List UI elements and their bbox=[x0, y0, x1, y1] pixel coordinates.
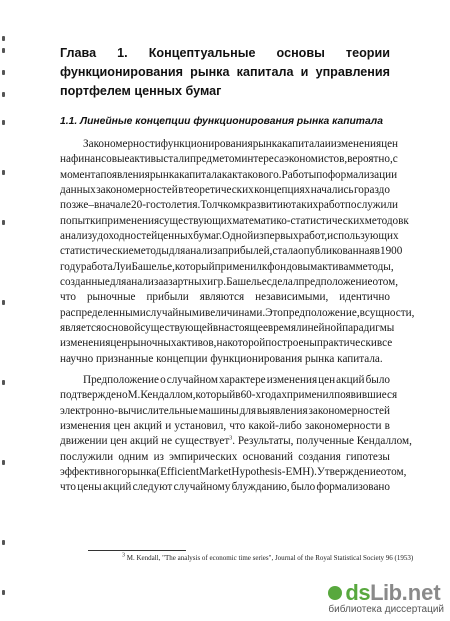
word: Предположение bbox=[83, 374, 160, 386]
heading-word: и bbox=[300, 65, 309, 79]
word: момента bbox=[60, 168, 101, 181]
word: позже bbox=[60, 199, 89, 212]
word: стали bbox=[163, 153, 191, 166]
word: – bbox=[88, 199, 94, 212]
word: году bbox=[60, 260, 81, 273]
word: для bbox=[168, 245, 186, 258]
word: в bbox=[384, 420, 390, 433]
word: является bbox=[60, 322, 102, 335]
word: предметом bbox=[190, 153, 242, 166]
scan-margin-marks bbox=[0, 0, 8, 621]
word: оснований bbox=[242, 450, 294, 463]
word: было bbox=[290, 481, 316, 494]
word: к bbox=[403, 214, 409, 227]
word: установил, bbox=[174, 420, 227, 433]
word: предположение, bbox=[282, 306, 360, 319]
heading-word: Глава bbox=[60, 46, 97, 60]
heading-word: рынка bbox=[190, 65, 230, 79]
word: существующей bbox=[140, 322, 213, 335]
word: в bbox=[235, 389, 241, 402]
word: Луи bbox=[112, 260, 132, 273]
word: рынка bbox=[149, 168, 180, 181]
word: М. bbox=[127, 389, 141, 402]
word: таких bbox=[291, 199, 319, 212]
word: Hypothesis bbox=[231, 466, 282, 479]
word: создания bbox=[298, 450, 341, 463]
word: изменения bbox=[60, 337, 111, 350]
margin-mark bbox=[2, 300, 5, 305]
word: изменения bbox=[60, 420, 111, 433]
word: активы bbox=[129, 153, 164, 166]
text-line bbox=[60, 336, 393, 351]
word: анализа bbox=[185, 245, 223, 258]
word: появления bbox=[100, 168, 150, 181]
margin-mark bbox=[2, 540, 5, 545]
word: первых bbox=[263, 230, 299, 243]
text-line bbox=[60, 290, 390, 305]
word: цены bbox=[77, 481, 102, 494]
word: - bbox=[281, 466, 286, 479]
word: годах bbox=[261, 389, 287, 402]
word: ценных bbox=[157, 230, 194, 243]
word: стала bbox=[272, 245, 299, 258]
word: выявления bbox=[256, 404, 308, 417]
word: том, bbox=[378, 276, 399, 289]
text-line bbox=[60, 275, 399, 290]
word: акций bbox=[336, 374, 365, 386]
text-line bbox=[60, 260, 394, 275]
word: цен bbox=[113, 420, 131, 433]
word: построены bbox=[265, 337, 317, 350]
word: следуют bbox=[132, 481, 173, 494]
word: линейной bbox=[296, 322, 343, 335]
word: случайном bbox=[166, 374, 218, 386]
word: который bbox=[195, 389, 236, 402]
paragraph-2 bbox=[60, 373, 412, 496]
paragraph-1 bbox=[60, 137, 415, 367]
margin-mark bbox=[2, 170, 5, 175]
word: формализации bbox=[327, 168, 398, 181]
word: игр. bbox=[207, 276, 227, 289]
word: настоящее bbox=[218, 322, 268, 335]
word: закономерностей bbox=[96, 184, 178, 197]
watermark-brand-net: net bbox=[407, 580, 441, 605]
word: в bbox=[178, 184, 184, 197]
word: данных bbox=[60, 184, 96, 197]
heading-line bbox=[60, 44, 390, 63]
section-heading: 1.1. Линейные концепции функционирования рынка капитала bbox=[60, 116, 383, 127]
word: в bbox=[212, 322, 219, 335]
word: Башелье bbox=[226, 276, 267, 289]
margin-mark bbox=[2, 380, 5, 385]
word: что bbox=[60, 481, 76, 494]
text-line: научно признанные концепции функционирования рынка капитала. bbox=[60, 352, 383, 365]
word: на bbox=[216, 337, 228, 350]
word: Одной bbox=[222, 230, 254, 243]
word: величинами. bbox=[204, 306, 266, 319]
heading-word: портфелем ценных бумаг bbox=[60, 84, 222, 98]
text-fragment: . Результаты, полученные Кендаллом, bbox=[232, 435, 412, 448]
word: и bbox=[324, 138, 331, 150]
word: в bbox=[93, 199, 100, 212]
word: EMH). bbox=[285, 466, 317, 479]
word: изменения bbox=[330, 138, 382, 150]
word: 20-го bbox=[131, 199, 156, 212]
word: рынка bbox=[252, 138, 283, 150]
text-fragment: движении цен акций не существует bbox=[60, 435, 230, 448]
word: послужили bbox=[60, 450, 114, 463]
word: из bbox=[153, 450, 164, 463]
text-line bbox=[60, 152, 398, 167]
word: что bbox=[60, 291, 76, 304]
heading-word: основы bbox=[276, 46, 325, 60]
word: капитала bbox=[282, 138, 325, 150]
word: машины bbox=[198, 404, 239, 417]
word: практически bbox=[316, 337, 377, 350]
text-line bbox=[60, 229, 399, 244]
heading-line bbox=[60, 82, 390, 101]
word: в bbox=[359, 306, 365, 319]
word: Это bbox=[265, 306, 283, 319]
word: который bbox=[174, 260, 215, 273]
word: случайному bbox=[173, 481, 231, 494]
word: формализовано bbox=[316, 481, 390, 494]
word: блужданию, bbox=[231, 481, 290, 494]
watermark-brand-dot: . bbox=[401, 580, 408, 605]
word: прибылей, bbox=[222, 245, 273, 258]
word: парадигмы bbox=[342, 322, 395, 335]
text-line bbox=[60, 137, 399, 152]
word: время bbox=[267, 322, 296, 335]
word: сущности, bbox=[364, 306, 415, 319]
word: идентично bbox=[339, 291, 390, 304]
text-line bbox=[60, 244, 403, 259]
word: Толчком bbox=[200, 199, 241, 212]
text-line-with-footnote bbox=[60, 434, 412, 449]
word: послужили bbox=[344, 199, 399, 212]
word: начались bbox=[310, 184, 354, 197]
footnote-text: M. Kendall, "The analysis of economic time series", Journal of the Royal Statistical Society 96 (1953) bbox=[126, 554, 414, 562]
word: о bbox=[380, 466, 387, 479]
margin-mark bbox=[2, 460, 5, 465]
word: развитию bbox=[245, 199, 292, 212]
word: которой bbox=[227, 337, 266, 350]
word: Кендаллом, bbox=[140, 389, 196, 402]
word: методы bbox=[133, 245, 169, 258]
word: предположение bbox=[298, 276, 373, 289]
dslib-watermark[interactable] bbox=[328, 580, 444, 615]
text-line bbox=[60, 419, 390, 434]
watermark-brand-lib: Lib bbox=[370, 580, 402, 605]
word: о bbox=[372, 276, 379, 289]
heading-word: 1. bbox=[117, 46, 128, 60]
word: о bbox=[160, 374, 166, 386]
watermark-brand-ds: ds bbox=[345, 580, 371, 605]
text-line bbox=[60, 465, 407, 480]
word: акций bbox=[102, 481, 132, 494]
word: интереса bbox=[241, 153, 285, 166]
word: изменения bbox=[266, 374, 318, 386]
margin-mark bbox=[2, 36, 5, 41]
word: теоретических bbox=[183, 184, 254, 197]
word: финансовые bbox=[70, 153, 130, 166]
word: сделал bbox=[266, 276, 299, 289]
word: какой-либо bbox=[248, 420, 302, 433]
word: активам bbox=[317, 260, 356, 273]
word: существующих bbox=[159, 214, 233, 227]
watermark-logo bbox=[328, 580, 444, 606]
text-fragment bbox=[60, 434, 232, 449]
word: гипотезы bbox=[345, 450, 390, 463]
word: капитала bbox=[179, 168, 222, 181]
word: эффективного bbox=[60, 466, 128, 479]
word: применения bbox=[101, 214, 160, 227]
word: к bbox=[240, 199, 246, 212]
word: попытки bbox=[60, 214, 102, 227]
word: экономистов, bbox=[284, 153, 348, 166]
word: анализа bbox=[126, 276, 164, 289]
word: работа bbox=[80, 260, 113, 273]
word: функционирования bbox=[160, 138, 253, 150]
text-line bbox=[60, 183, 390, 198]
word: закономерности bbox=[304, 420, 382, 433]
word: в bbox=[374, 245, 380, 258]
heading-word: капитала bbox=[236, 65, 294, 79]
word: опубликованная bbox=[298, 245, 375, 258]
heading-word: теории bbox=[345, 46, 390, 60]
margin-mark bbox=[2, 70, 5, 75]
word: закономерностей bbox=[308, 404, 390, 417]
word: 1900 bbox=[379, 245, 403, 258]
text-line bbox=[60, 321, 395, 336]
word: как bbox=[221, 168, 238, 181]
heading-word: управления bbox=[315, 65, 390, 79]
text-line bbox=[60, 388, 398, 403]
word: работ bbox=[318, 199, 345, 212]
text-line bbox=[60, 450, 390, 465]
word: прибыли bbox=[146, 291, 189, 304]
margin-mark bbox=[2, 120, 5, 125]
word: том, bbox=[386, 466, 407, 479]
word: являются bbox=[199, 291, 245, 304]
word: активов, bbox=[176, 337, 217, 350]
footnote-divider bbox=[88, 550, 186, 551]
dslib-logo-icon bbox=[328, 586, 342, 600]
word: распределенными bbox=[60, 306, 146, 319]
text-line bbox=[60, 404, 390, 419]
text-line bbox=[60, 373, 390, 388]
word: цен bbox=[318, 374, 336, 386]
word: доходностей bbox=[97, 230, 158, 243]
word: подтверждено bbox=[60, 389, 128, 402]
word: появившиеся bbox=[334, 389, 398, 402]
word: работ, bbox=[298, 230, 328, 243]
word: характере bbox=[218, 374, 266, 386]
word: цен bbox=[110, 337, 128, 350]
word: к bbox=[261, 260, 268, 273]
watermark-tagline: библиотека диссертаций bbox=[328, 604, 444, 615]
word: эмпирических bbox=[169, 450, 238, 463]
word: анализу bbox=[60, 230, 98, 243]
word: Market bbox=[199, 466, 232, 479]
word: применил bbox=[286, 389, 335, 402]
word: 60-х bbox=[240, 389, 262, 402]
word: начале bbox=[99, 199, 131, 212]
margin-mark bbox=[2, 220, 5, 225]
word: цен bbox=[381, 138, 399, 150]
text-line bbox=[60, 168, 398, 183]
word: методов bbox=[364, 214, 404, 227]
word: с bbox=[392, 153, 398, 166]
text-line bbox=[60, 198, 399, 213]
text-line bbox=[60, 306, 415, 321]
text-line bbox=[60, 214, 409, 229]
text-line bbox=[60, 480, 390, 495]
word: столетия. bbox=[155, 199, 201, 212]
word: одним bbox=[118, 450, 149, 463]
word: случайными bbox=[145, 306, 205, 319]
word: на bbox=[60, 153, 71, 166]
word: Утверждение bbox=[316, 466, 381, 479]
word: математико-статистических bbox=[232, 214, 365, 227]
word: все bbox=[376, 337, 393, 350]
word: независимыми, bbox=[255, 291, 329, 304]
word: было bbox=[365, 374, 390, 386]
margin-mark bbox=[2, 92, 5, 97]
word: Закономерности bbox=[83, 138, 161, 150]
heading-word: Концептуальные bbox=[148, 46, 256, 60]
word: для bbox=[239, 404, 257, 417]
word: гораздо bbox=[354, 184, 390, 197]
heading-word: функционирования bbox=[60, 65, 183, 79]
word: такового. bbox=[237, 168, 282, 181]
word: бумаг. bbox=[193, 230, 223, 243]
footnote-reference[interactable]: 3 bbox=[229, 435, 233, 442]
word: использующих bbox=[327, 230, 399, 243]
word: (Efficient bbox=[156, 466, 200, 479]
footnote-number: 3 bbox=[122, 552, 125, 559]
word: созданные bbox=[60, 276, 110, 289]
margin-mark bbox=[2, 590, 5, 595]
word: рыночных bbox=[127, 337, 177, 350]
heading-line bbox=[60, 63, 390, 82]
word: по bbox=[316, 168, 328, 181]
word: рыночные bbox=[86, 291, 136, 304]
word: концепциях bbox=[254, 184, 311, 197]
chapter-heading bbox=[60, 44, 390, 101]
word: азартных bbox=[163, 276, 208, 289]
word: рынка bbox=[127, 466, 157, 479]
word: статистические bbox=[60, 245, 134, 258]
word: методы, bbox=[355, 260, 394, 273]
word: и bbox=[165, 420, 172, 433]
word: акций bbox=[133, 420, 163, 433]
word: основой bbox=[101, 322, 141, 335]
margin-mark bbox=[2, 48, 5, 53]
word: для bbox=[109, 276, 127, 289]
word: Башелье, bbox=[131, 260, 175, 273]
word: Работы bbox=[281, 168, 317, 181]
word: фондовым bbox=[267, 260, 318, 273]
word: электронно-вычислительные bbox=[60, 404, 198, 417]
word: из bbox=[253, 230, 264, 243]
footnote bbox=[122, 554, 413, 563]
word: что bbox=[229, 420, 246, 433]
word: вероятно, bbox=[347, 153, 393, 166]
word: применил bbox=[214, 260, 262, 273]
